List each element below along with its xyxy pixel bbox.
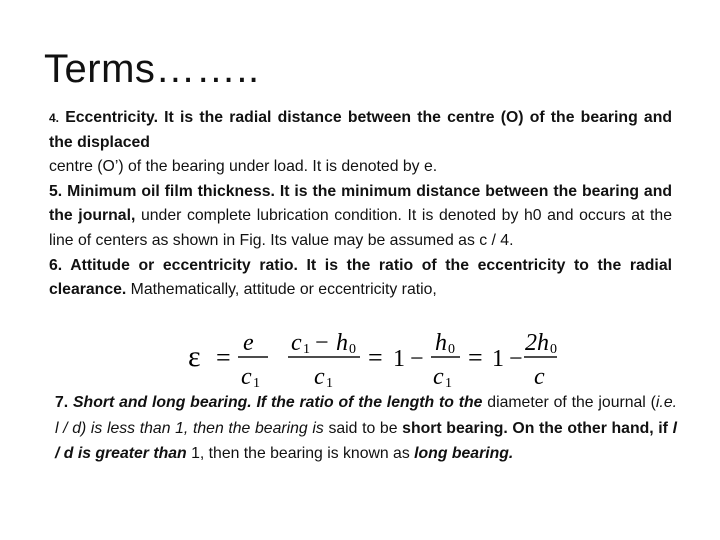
long-bearing-term: long bearing. (414, 445, 514, 462)
formula-subscript: 1 (253, 376, 260, 388)
formula-f2-denominator: c (314, 364, 325, 388)
formula-one-1: 1 (393, 346, 405, 372)
formula-f2-numerator-c: c (291, 330, 302, 356)
paragraph-eccentricity-ratio (49, 254, 672, 303)
eccentricity-ratio-formula (188, 326, 558, 388)
formula-f2-numerator-h: h (336, 330, 348, 356)
formula-f1-denominator: c (241, 364, 252, 388)
formula-subscript: 0 (550, 342, 557, 357)
short-bearing-term: short bearing. On the other hand, if (402, 419, 668, 437)
paragraph-min-oil-film (49, 180, 672, 254)
slide-title: Terms…….. (44, 47, 260, 91)
long-condition: l / d is greater than (55, 419, 678, 462)
short-long-text-3: 1, then the bearing is known as (186, 445, 415, 462)
definitions-text (49, 106, 672, 303)
paragraph-eccentricity (49, 106, 672, 180)
short-long-condition: i.e. l / d) is less than 1, then the bearing is (55, 394, 677, 437)
short-long-text-2: said to be (323, 419, 403, 437)
formula-f3-denominator: c (433, 364, 444, 388)
eccentricity-ratio-text: Mathematically, attitude or eccentricity ratio, (126, 281, 437, 299)
formula-equals-3: = (468, 343, 483, 372)
formula-subscript: 0 (349, 342, 356, 357)
paragraph-short-long-bearing (55, 390, 677, 467)
formula-f2-minus: − (315, 330, 329, 356)
formula-subscript: 1 (445, 376, 452, 388)
formula-equals-1: = (216, 343, 231, 372)
formula-f1-numerator: e (243, 330, 254, 356)
formula-subscript: 1 (326, 376, 333, 388)
formula-f4-numerator: 2h (525, 330, 549, 356)
short-long-text-1: diameter of the journal ( (482, 394, 656, 411)
short-long-heading: Short and long bearing. If the ratio of the length to the (68, 394, 483, 411)
eccentricity-ratio-heading: 6. Attitude or eccentricity ratio. It is the ratio of the eccentricity to the radial clearance. (49, 256, 672, 299)
min-oil-film-heading: 5. Minimum oil film thickness. It is the minimum distance between the bearing and the journal, (49, 182, 672, 225)
eccentricity-continued: centre (O’) of the bearing under load. It is denoted by e. (49, 158, 438, 176)
formula-subscript: 1 (303, 342, 310, 357)
formula-epsilon: ε (188, 340, 201, 373)
formula-one-2: 1 (492, 346, 504, 372)
formula-minus-1: − (410, 346, 424, 372)
formula-minus-2: − (509, 346, 523, 372)
eccentricity-definition: Eccentricity. It is the radial distance between the centre (O) of the bearing and the displaced (49, 109, 672, 151)
formula-f4-denominator: c (534, 364, 545, 388)
formula-equals-2: = (368, 343, 383, 372)
item-number-7: 7. (55, 394, 69, 411)
bearing-length-text (55, 390, 677, 467)
formula-subscript: 0 (448, 342, 455, 357)
min-oil-film-text: under complete lubrication condition. It is denoted by h0 and occurs at the line of centers as shown in Fig. Its value may be assumed as c / 4. (49, 207, 672, 249)
formula-graphic (188, 326, 558, 388)
formula-f3-numerator: h (435, 330, 447, 356)
item-number: 4. (49, 111, 60, 125)
